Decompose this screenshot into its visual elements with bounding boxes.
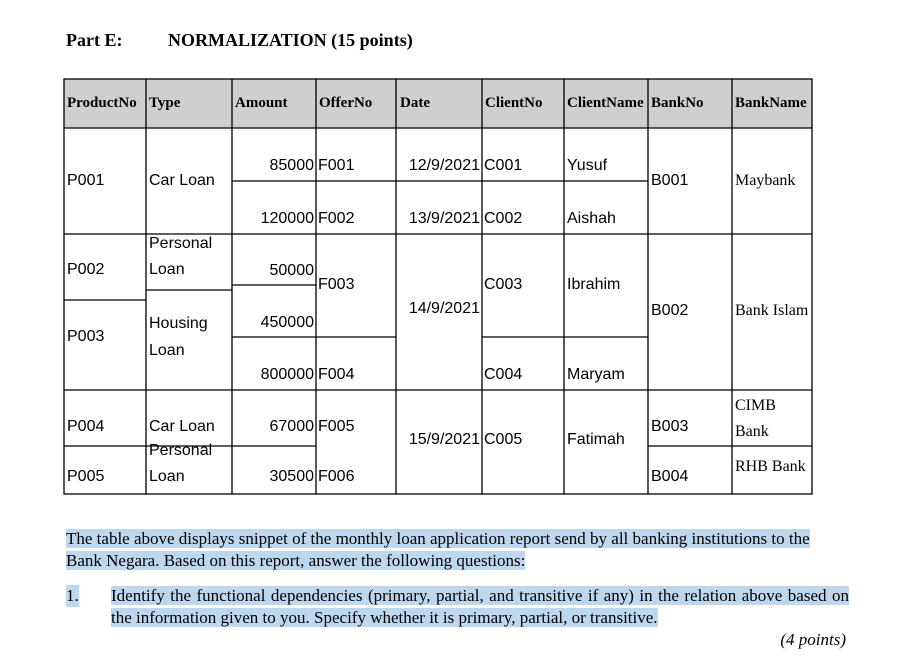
client-no-cell: C005: [484, 431, 523, 448]
client-name-cell: Ibrahim: [567, 276, 621, 293]
amount-cell: 85000: [269, 157, 314, 174]
client-no-cell: C003: [484, 276, 523, 293]
client-no-cell: C002: [484, 210, 523, 227]
product-no-cell: P004: [67, 418, 105, 435]
product-no-cell: P001: [67, 172, 105, 189]
date-cell: 14/9/2021: [408, 300, 480, 317]
bank-no-cell: B002: [651, 302, 689, 319]
date-cell: 12/9/2021: [408, 157, 480, 174]
date-cell: 13/9/2021: [408, 210, 480, 227]
client-name-cell: Fatimah: [567, 431, 625, 448]
client-name-cell: Maryam: [567, 366, 625, 383]
bank-no-cell: B004: [651, 468, 689, 485]
instructions-paragraph: [66, 528, 826, 572]
header-clientno: ClientNo: [485, 95, 543, 111]
type-cell: Car Loan: [149, 418, 215, 435]
bank-name-cell: RHB Bank: [735, 458, 806, 475]
amount-cell: 50000: [269, 262, 314, 279]
section-title: NORMALIZATION (15 points): [168, 30, 413, 50]
header-offerno: OfferNo: [319, 95, 373, 111]
bank-name-cell: Bank Islam: [735, 302, 809, 319]
offer-no-cell: F006: [318, 468, 355, 485]
question-body: [111, 585, 849, 629]
client-name-cell: Yusuf: [567, 157, 608, 174]
type-cell-line2: Loan: [149, 342, 185, 359]
type-cell: Car Loan: [149, 172, 215, 189]
header-bankname: BankName: [735, 95, 807, 111]
header-productno: ProductNo: [67, 95, 137, 111]
offer-no-cell: F002: [318, 210, 355, 227]
header-date: Date: [400, 95, 430, 111]
header-type: Type: [149, 95, 181, 111]
type-cell: Personal: [149, 235, 213, 252]
question-number: 1.: [66, 586, 79, 605]
client-no-cell: C004: [484, 366, 523, 383]
product-no-cell: P003: [67, 328, 105, 345]
header-bankno: BankNo: [651, 95, 704, 111]
amount-cell: 30500: [269, 468, 314, 485]
type-cell-line2: Loan: [149, 468, 185, 485]
offer-no-cell: F004: [318, 366, 355, 383]
client-name-cell: Aishah: [567, 210, 616, 227]
amount-cell: 67000: [269, 418, 314, 435]
instructions-text: The table above displays snippet of the monthly loan application report send by all banking institutions to the Bank Negara. Based on this report, answer the following questions:: [66, 529, 810, 570]
type-cell-line2: Loan: [149, 261, 185, 278]
product-no-cell: P005: [67, 468, 105, 485]
bank-no-cell: B003: [651, 418, 689, 435]
amount-cell: 450000: [260, 314, 314, 331]
bank-name-cell: Maybank: [735, 172, 796, 189]
header-amount: Amount: [235, 95, 288, 111]
offer-no-cell: F003: [318, 276, 355, 293]
question-points: (4 points): [780, 630, 846, 649]
product-no-cell: P002: [67, 261, 105, 278]
amount-cell: 800000: [260, 366, 314, 383]
amount-cell: 120000: [260, 210, 314, 227]
header-clientname: ClientName: [567, 95, 644, 111]
type-cell: Housing: [149, 315, 208, 332]
part-label: Part E:: [66, 30, 123, 50]
offer-no-cell: F005: [318, 418, 355, 435]
type-cell: Personal: [149, 442, 213, 459]
offer-no-cell: F001: [318, 157, 355, 174]
question-text: Identify the functional dependencies (primary, partial, and transitive if any) in the relation above based on the information given to you. Specify whether it is primary, partial, or transitive.: [111, 586, 849, 627]
date-cell: 15/9/2021: [408, 431, 480, 448]
client-no-cell: C001: [484, 157, 523, 174]
bank-name-cell: CIMB Bank: [735, 397, 776, 440]
bank-no-cell: B001: [651, 172, 689, 189]
